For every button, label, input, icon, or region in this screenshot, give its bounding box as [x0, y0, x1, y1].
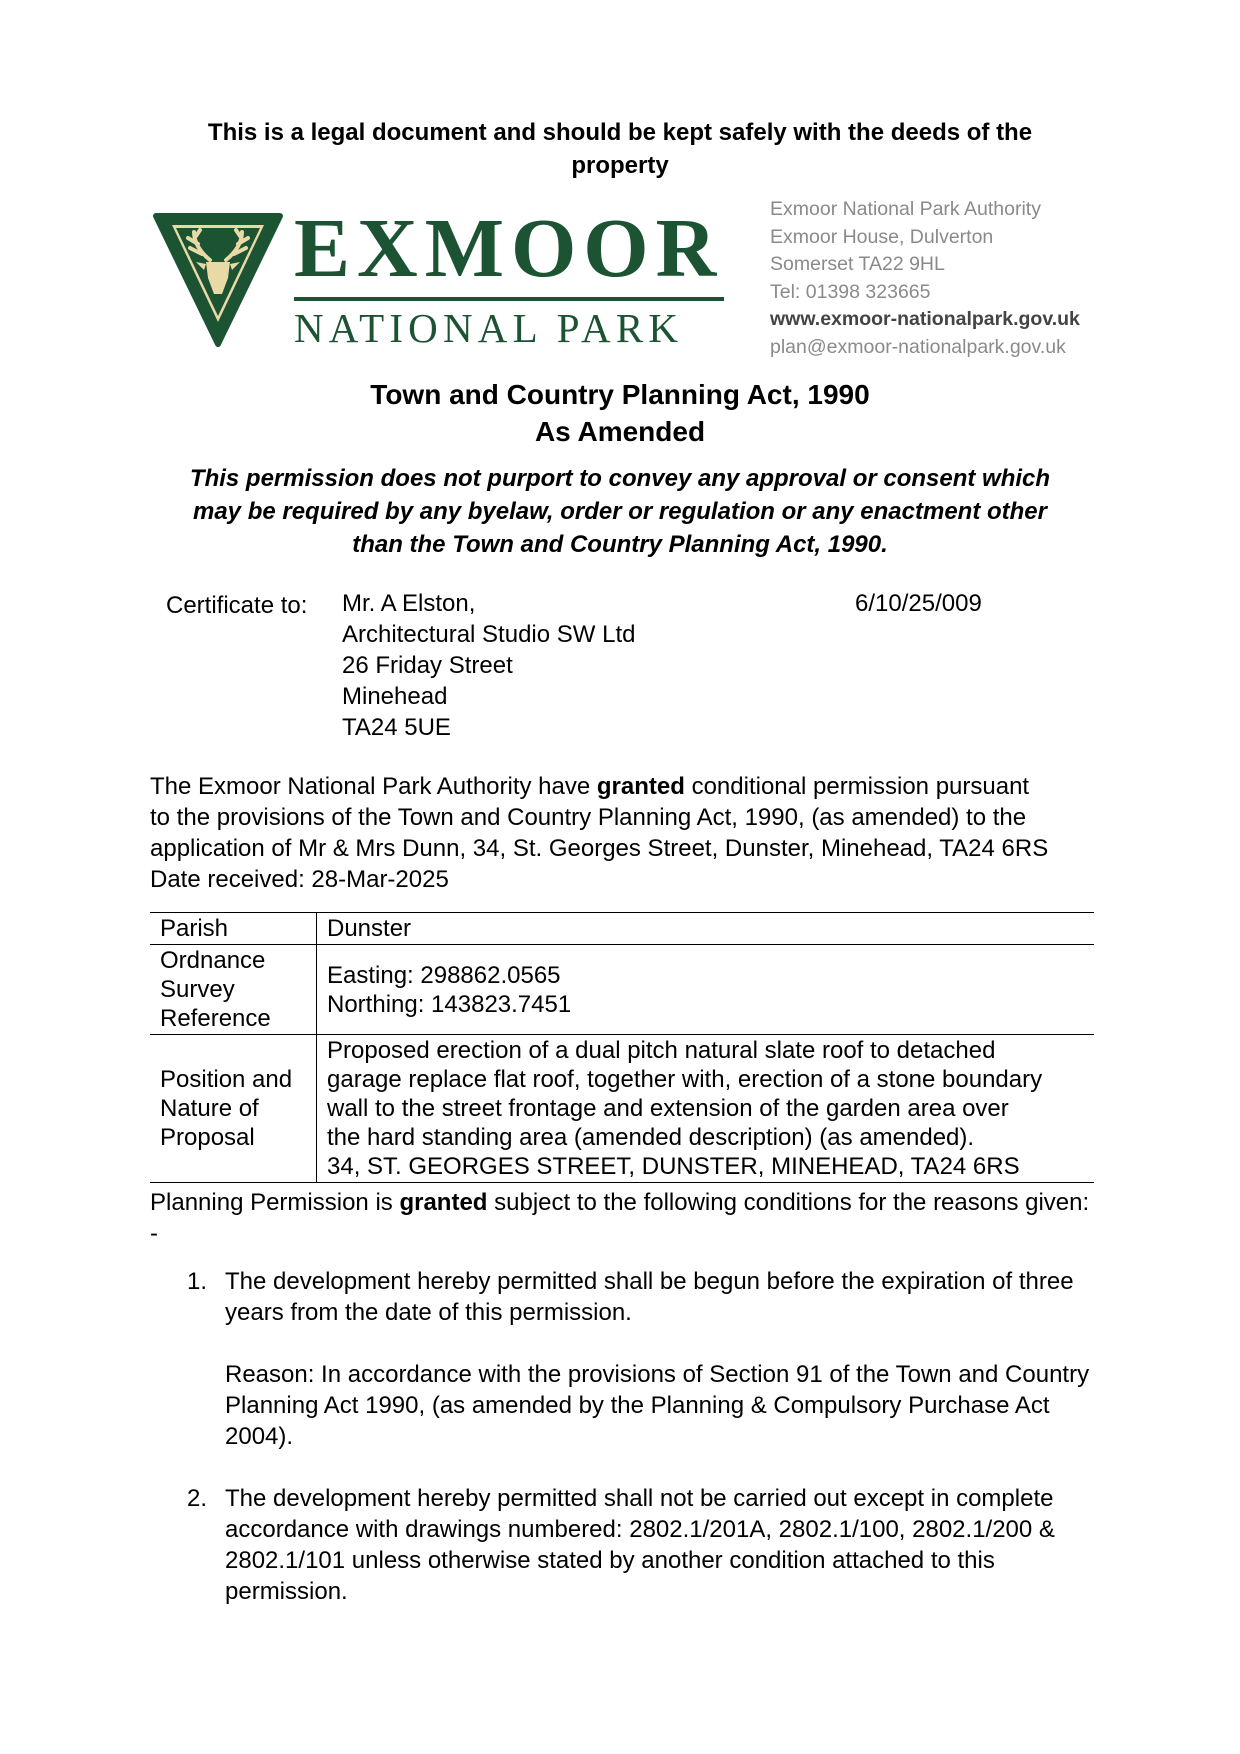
easting: Easting: 298862.0565	[327, 961, 561, 989]
logo-national-park-text: NATIONAL PARK	[294, 305, 684, 351]
authority-address	[770, 196, 1100, 361]
authority-email-link[interactable]: plan@exmoor-nationalpark.gov.uk	[770, 335, 1066, 358]
conditions-list	[150, 1266, 1100, 1638]
os-reference-value	[317, 945, 1095, 1035]
condition-item	[150, 1483, 1100, 1607]
proposal-label-line: Proposal	[160, 1124, 255, 1151]
disclaimer-line-1: This permission does not purport to convey any approval or consent which	[189, 465, 1051, 492]
date-received: Date received: 28-Mar-2025	[150, 866, 449, 893]
logo-wordmark	[294, 202, 730, 356]
parish-value: Dunster	[327, 915, 412, 942]
legal-notice-line-1: This is a legal document and should be kept safely with the deeds of the	[207, 119, 1033, 146]
certificate-address	[342, 588, 635, 743]
exmoor-logo	[150, 202, 730, 356]
disclaimer	[160, 462, 1080, 561]
proposal-line: garage replace flat roof, together with, erection of a stone boundary	[327, 1066, 1043, 1093]
table-row-proposal	[150, 1035, 1094, 1183]
os-reference-label	[150, 945, 317, 1035]
granted-emphasis: granted	[399, 1189, 488, 1216]
condition-text: The development hereby permitted shall not be carried out except in complete accordance with drawings numbered: 2802.1/201A, 2802.1/100, 2802.1/200 & 2802.1/101 unless otherwise stated by another condition attached to this permission.	[225, 1485, 1055, 1605]
grant-text: subject to the following conditions for the reasons given: -	[150, 1189, 1090, 1247]
certificate-address-line: 26 Friday Street	[342, 652, 513, 679]
legal-notice	[150, 116, 1090, 182]
authority-address-line-2: Somerset TA22 9HL	[770, 253, 945, 275]
authority-name: Exmoor National Park Authority	[770, 198, 1041, 220]
authority-telephone: Tel: 01398 323665	[770, 280, 931, 303]
grant-text: Planning Permission is	[150, 1189, 400, 1216]
proposal-site-address: 34, ST. GEORGES STREET, DUNSTER, MINEHEAD, TA24 6RS	[327, 1153, 1020, 1180]
disclaimer-line-3: than the Town and Country Planning Act, 1990.	[352, 531, 888, 558]
intro-line-2: to the provisions of the Town and Country Planning Act, 1990, (as amended) to the	[150, 804, 1027, 831]
application-reference: 6/10/25/009	[855, 590, 982, 617]
intro-line-1	[150, 771, 1100, 802]
proposal-line: the hard standing area (amended description) (as amended).	[327, 1124, 975, 1151]
intro-text: conditional permission pursuant	[684, 773, 1030, 800]
act-title-line-1: Town and Country Planning Act, 1990	[370, 379, 870, 410]
condition-item	[150, 1266, 1100, 1452]
legal-notice-line-2: property	[571, 152, 669, 179]
proposal-line: Proposed erection of a dual pitch natural slate roof to detached	[327, 1037, 996, 1064]
disclaimer-line-2: may be required by any byelaw, order or regulation or any enactment other	[192, 498, 1047, 525]
condition-number: 1.	[187, 1268, 208, 1295]
authority-address-line-1: Exmoor House, Dulverton	[770, 225, 994, 248]
proposal-label-line: Position and	[160, 1066, 293, 1093]
certificate-label: Certificate to:	[166, 592, 308, 619]
certificate-address-line: Minehead	[342, 683, 448, 710]
proposal-value	[317, 1035, 1095, 1183]
intro-paragraph	[150, 771, 1100, 895]
condition-text: The development hereby permitted shall be begun before the expiration of three years from the date of this permission.	[225, 1268, 1074, 1326]
certificate-address-line: Architectural Studio SW Ltd	[342, 621, 636, 648]
os-label-line: Reference	[160, 1005, 271, 1032]
os-label-line: Survey	[160, 976, 235, 1003]
proposal-label	[150, 1035, 317, 1183]
granted-emphasis: granted	[596, 773, 685, 800]
intro-line-3: application of Mr & Mrs Dunn, 34, St. Georges Street, Dunster, Minehead, TA24 6RS	[150, 835, 1049, 862]
northing: Northing: 143823.7451	[327, 990, 572, 1018]
os-label-line: Ordnance	[160, 947, 266, 974]
intro-text: The Exmoor National Park Authority have	[150, 773, 597, 800]
act-title	[150, 376, 1090, 450]
grant-statement	[150, 1187, 1100, 1249]
parish-label: Parish	[150, 913, 317, 945]
application-details-table	[150, 912, 1094, 1183]
authority-website-link[interactable]: www.exmoor-nationalpark.gov.uk	[770, 308, 1080, 330]
certificate-address-line: Mr. A Elston,	[342, 590, 476, 617]
table-row-os-reference	[150, 945, 1094, 1035]
act-title-line-2: As Amended	[534, 416, 706, 447]
proposal-label-line: Nature of	[160, 1095, 259, 1122]
condition-number: 2.	[187, 1485, 208, 1512]
logo-divider	[294, 297, 724, 301]
proposal-line: wall to the street frontage and extension of the garden area over	[327, 1095, 1009, 1122]
stag-head-icon	[150, 212, 286, 348]
condition-reason: Reason: In accordance with the provisions of Section 91 of the Town and Country Planning Act 1990, (as amended by the Planning & Compulsory Purchase Act 2004).	[225, 1361, 1090, 1450]
table-row-parish	[150, 913, 1094, 945]
logo-exmoor-text: EXMOOR	[294, 202, 724, 295]
certificate-address-line: TA24 5UE	[342, 714, 451, 741]
